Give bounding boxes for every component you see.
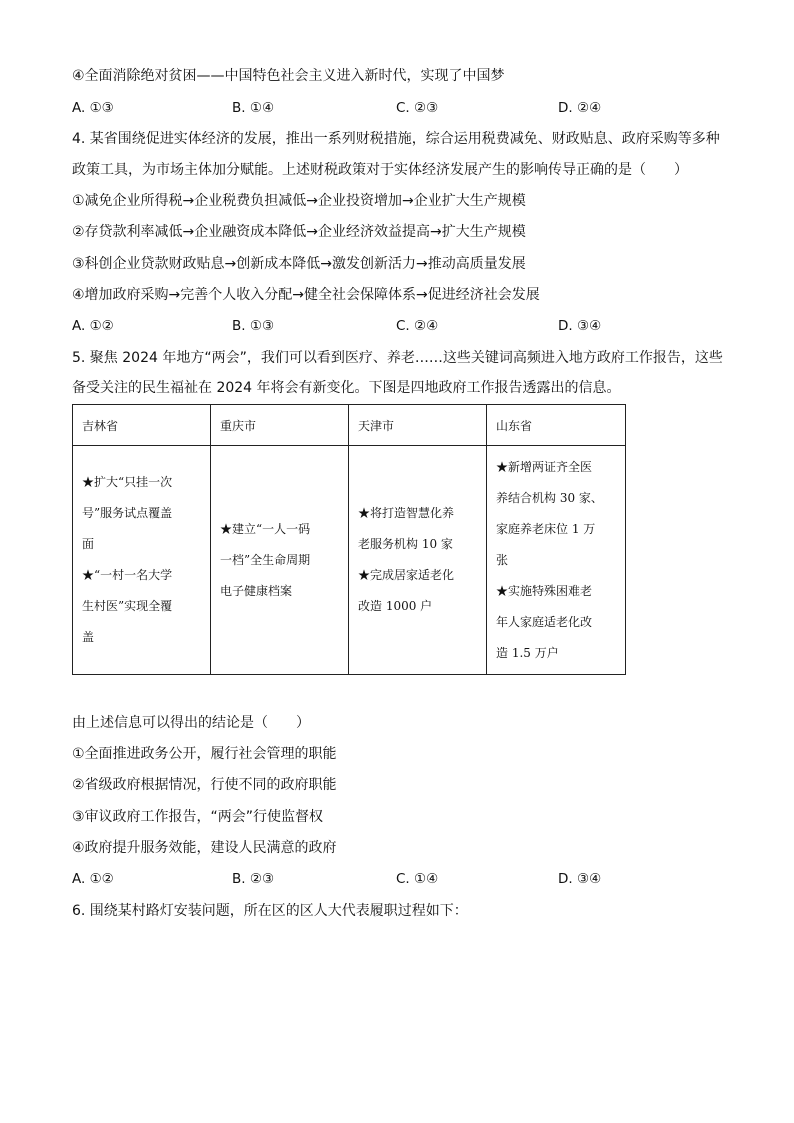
header-tianjin: 天津市 <box>349 405 487 446</box>
q5-stem-line2: 备受关注的民生福祉在 2024 年将会有新变化。下图是四地政府工作报告透露出的信息。 <box>72 380 621 396</box>
q4-options <box>72 316 632 336</box>
q3-options <box>72 98 632 118</box>
q4-item-3: ③科创企业贷款财政贴息→创新成本降低→激发创新活力→推动高质量发展 <box>72 256 526 272</box>
q4-item-1: ①减免企业所得税→企业税费负担减低→企业投资增加→企业扩大生产规模 <box>72 193 526 209</box>
header-chongqing: 重庆市 <box>211 405 349 446</box>
q5-prompt: 由上述信息可以得出的结论是（ ） <box>72 715 310 731</box>
report-info-table <box>72 404 626 675</box>
cell-jilin: ★扩大“只挂一次 号”服务试点覆盖 面 ★“一村一名大学 生村医”实现全覆 盖 <box>73 446 211 675</box>
q5-stem-line1: 5. 聚焦 2024 年地方“两会”，我们可以看到医疗、养老……这些关键词高频进入地方政府工作报告，这些 <box>72 350 723 366</box>
option-c: C. ②④ <box>396 318 439 334</box>
q3-item-4: ④全面消除绝对贫困——中国特色社会主义进入新时代，实现了中国梦 <box>72 68 505 84</box>
option-b: B. ①③ <box>232 318 275 334</box>
cell-tianjin: ★将打造智慧化养 老服务机构 10 家 ★完成居家适老化 改造 1000 户 <box>349 446 487 675</box>
option-d: D. ②④ <box>558 100 602 116</box>
option-c: C. ①④ <box>396 871 439 887</box>
q4-stem-line2: 政策工具，为市场主体加分赋能。上述财税政策对于实体经济发展产生的影响传导正确的是（ ） <box>72 162 688 178</box>
q5-item-1: ①全面推进政务公开，履行社会管理的职能 <box>72 746 337 762</box>
table-row <box>73 446 626 675</box>
table-header-row <box>73 405 626 446</box>
q4-stem-line1: 4. 某省围绕促进实体经济的发展，推出一系列财税措施，综合运用税费减免、财政贴息、政府采购等多种 <box>72 131 720 147</box>
option-b: B. ②③ <box>232 871 275 887</box>
option-a: A. ①③ <box>72 100 114 116</box>
q5-options <box>72 869 632 889</box>
header-shandong: 山东省 <box>487 405 626 446</box>
cell-chongqing: ★建立“一人一码 一档”全生命周期 电子健康档案 <box>211 446 349 675</box>
q4-item-4: ④增加政府采购→完善个人收入分配→健全社会保障体系→促进经济社会发展 <box>72 287 540 303</box>
header-jilin: 吉林省 <box>73 405 211 446</box>
option-a: A. ①② <box>72 318 114 334</box>
q5-item-4: ④政府提升服务效能，建设人民满意的政府 <box>72 840 337 856</box>
option-c: C. ②③ <box>396 100 439 116</box>
option-d: D. ③④ <box>558 871 602 887</box>
cell-shandong: ★新增两证齐全医 养结合机构 30 家、 家庭养老床位 1 万 张 ★实施特殊困难老 年人家庭适老化改 造 1.5 万户 <box>487 446 626 675</box>
option-a: A. ①② <box>72 871 114 887</box>
option-d: D. ③④ <box>558 318 602 334</box>
q4-item-2: ②存贷款利率减低→企业融资成本降低→企业经济效益提高→扩大生产规模 <box>72 224 526 240</box>
q5-item-3: ③审议政府工作报告，“两会”行使监督权 <box>72 809 324 825</box>
q5-item-2: ②省级政府根据情况，行使不同的政府职能 <box>72 777 337 793</box>
q6-stem: 6. 围绕某村路灯安装问题，所在区的区人大代表履职过程如下： <box>72 903 468 919</box>
option-b: B. ①④ <box>232 100 275 116</box>
